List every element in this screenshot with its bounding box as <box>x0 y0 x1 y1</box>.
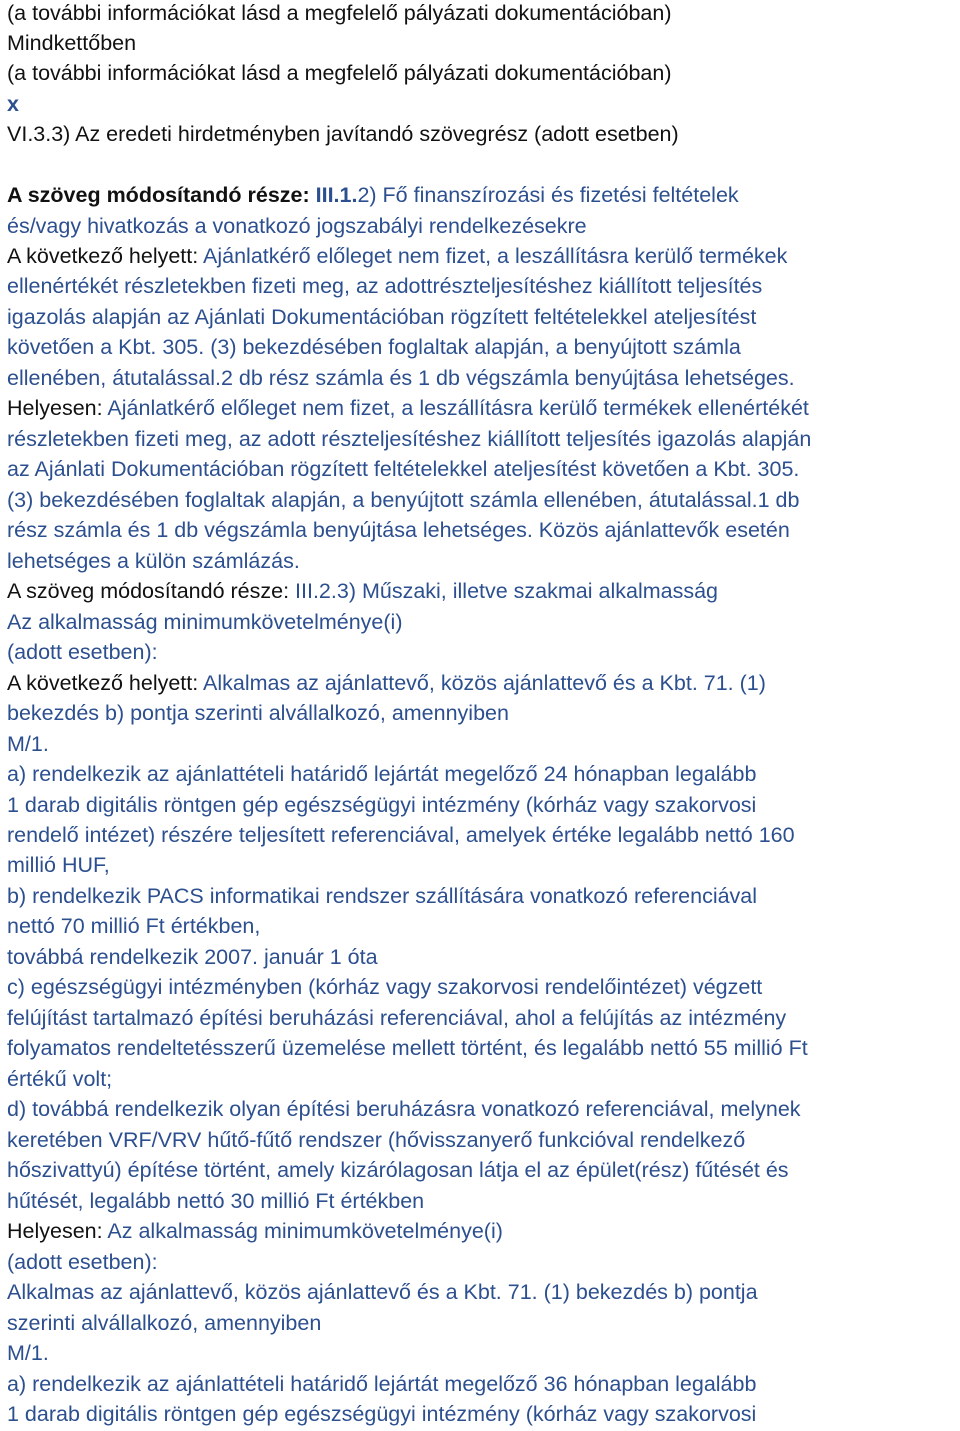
text-line <box>7 1066 112 1092</box>
text-segment: d) továbbá rendelkezik olyan építési beruházásra vonatkozó referenciával, melynek <box>7 1097 801 1121</box>
text-segment: (adott esetben): <box>7 640 158 664</box>
text-line <box>7 1127 745 1153</box>
text-line <box>7 487 799 513</box>
text-line <box>7 548 300 574</box>
text-line <box>7 1249 158 1275</box>
text-segment: A szöveg módosítandó része: <box>7 183 316 207</box>
text-segment: továbbá rendelkezik 2007. január 1 óta <box>7 945 378 969</box>
text-segment: keretében VRF/VRV hűtő-fűtő rendszer (hővisszanyerő funkcióval rendelkező <box>7 1128 746 1152</box>
text-segment: Ajánlatkérő előleget nem fizet, a leszállításra kerülő termékek <box>203 244 788 268</box>
text-segment: Az alkalmasság minimumkövetelménye(i) <box>7 610 403 634</box>
text-segment: millió HUF, <box>7 853 110 877</box>
text-line <box>7 273 762 299</box>
text-segment: a) rendelkezik az ajánlattételi határidő lejártát megelőző 24 hónapban legalább <box>7 762 757 786</box>
text-line <box>7 395 809 421</box>
text-segment: (3) bekezdésében foglaltak alapján, a benyújtott számla ellenében, átutalással.1 db <box>7 488 800 512</box>
text-line <box>7 1279 758 1305</box>
text-line <box>7 1005 786 1031</box>
text-segment: (3) bekezdésében foglaltak alapján, a benyújtott számla <box>204 335 741 359</box>
text-segment: A szöveg módosítandó része: <box>7 579 296 603</box>
text-line <box>7 1218 503 1244</box>
text-line <box>7 792 756 818</box>
text-segment: bekezdés b) pontja szerinti alvállalkozó, amennyiben <box>7 701 509 725</box>
text-segment: lehetséges a külön számlázás. <box>7 549 300 573</box>
text-segment: Helyesen: <box>7 396 108 420</box>
text-line <box>7 1401 756 1427</box>
text-line <box>7 1035 808 1061</box>
text-line <box>7 944 378 970</box>
text-line <box>7 365 795 391</box>
text-line <box>7 456 799 482</box>
text-segment: c) egészségügyi intézményben (kórház vagy szakorvosi rendelőintézet) végzett <box>7 975 763 999</box>
text-line <box>7 243 787 269</box>
text-segment: A következő helyett: <box>7 671 204 695</box>
text-line <box>7 883 757 909</box>
text-segment: szerinti alvállalkozó, amennyiben <box>7 1311 322 1335</box>
text-segment: III.1. <box>315 183 358 207</box>
text-line <box>7 426 811 452</box>
text-segment: az Ajánlati Dokumentációban rögzített feltételekkel ateljesítést követően a Kbt. 305. <box>7 457 800 481</box>
text-line <box>7 761 756 787</box>
text-line <box>7 822 795 848</box>
text-segment: M/1. <box>7 732 49 756</box>
text-segment: felújítást tartalmazó építési beruházási referenciával, ahol a felújítás az intézmény <box>7 1006 787 1030</box>
text-line <box>7 700 509 726</box>
text-segment: (1) bekezdés b) pontja <box>537 1280 758 1304</box>
text-segment: (1) <box>733 671 766 695</box>
text-line <box>7 670 766 696</box>
text-segment: igazolás alapján az Ajánlati Dokumentációban rögzített feltételekkel ateljesítést <box>7 305 757 329</box>
text-segment: Helyesen: <box>7 1219 108 1243</box>
text-segment: és/vagy hivatkozás a vonatkozó jogszabályi rendelkezésekre <box>7 214 587 238</box>
text-segment: ellenértékét részletekben fizeti meg, az adottrészteljesítéshez kiállított teljesítés <box>7 274 763 298</box>
text-line <box>7 1157 789 1183</box>
text-line <box>7 213 587 239</box>
text-line <box>7 334 741 360</box>
text-segment: rendelő intézet) részére teljesített referenciával, amelyek értéke legalább nettó 160 <box>7 823 795 847</box>
text-line <box>7 121 679 147</box>
text-line <box>7 60 671 86</box>
text-segment: Alkalmas az ajánlattevő, közös ajánlattevő és a Kbt. 71. <box>203 671 734 695</box>
text-line <box>7 1096 801 1122</box>
text-line <box>7 0 671 26</box>
text-segment: Alkalmas az ajánlattevő, közös ajánlattevő és a Kbt. 71. <box>7 1280 538 1304</box>
text-segment: nettó 70 millió Ft értékben, <box>7 914 261 938</box>
text-line <box>7 1310 321 1336</box>
text-segment: (adott esetben): <box>7 1250 158 1274</box>
text-segment: 1 darab digitális röntgen gép egészségügyi intézmény (kórház vagy szakorvosi <box>7 793 757 817</box>
text-line <box>7 304 756 330</box>
text-line <box>7 91 19 117</box>
text-segment: Az alkalmasság minimumkövetelménye(i) <box>107 1219 503 1243</box>
text-line <box>7 517 790 543</box>
text-segment: M/1. <box>7 1341 49 1365</box>
text-segment: Mindkettőben <box>7 31 137 55</box>
text-line <box>7 182 739 208</box>
text-segment: III.2.3) Műszaki, illetve szakmai alkalmasság <box>295 579 719 603</box>
text-segment: részletekben fizeti meg, az adott részteljesítéshez kiállított teljesítés igazolás alapján <box>7 427 812 451</box>
text-line <box>7 30 136 56</box>
text-segment: Ajánlatkérő előleget nem fizet, a leszállításra kerülő termékek ellenértékét <box>107 396 809 420</box>
text-segment: x <box>7 92 19 116</box>
text-segment: követően a Kbt. 305. <box>7 335 205 359</box>
text-line <box>7 731 49 757</box>
text-segment: folyamatos rendeltetésszerű üzemelése mellett történt, és legalább nettó 55 millió Ft <box>7 1036 808 1060</box>
text-line <box>7 974 762 1000</box>
text-segment: a) rendelkezik az ajánlattételi határidő lejártát megelőző 36 hónapban legalább <box>7 1372 757 1396</box>
text-line <box>7 1371 756 1397</box>
text-segment: VI.3.3) Az eredeti hirdetményben javítandó szövegrész (adott esetben) <box>7 122 679 146</box>
text-segment: rész számla és 1 db végszámla benyújtása lehetséges. Közös ajánlattevők esetén <box>7 518 790 542</box>
text-segment: b) rendelkezik PACS informatikai rendszer szállítására vonatkozó referenciával <box>7 884 758 908</box>
text-segment: A következő helyett: <box>7 244 204 268</box>
text-line <box>7 913 260 939</box>
text-line <box>7 1340 49 1366</box>
text-segment: ellenében, átutalással.2 db rész számla és 1 db végszámla benyújtása lehetséges. <box>7 366 795 390</box>
text-segment: (a további információkat lásd a megfelelő pályázati dokumentációban) <box>7 61 672 85</box>
text-segment: értékű volt; <box>7 1067 113 1091</box>
text-line <box>7 639 158 665</box>
text-line <box>7 1188 424 1214</box>
text-segment: 1 darab digitális röntgen gép egészségügyi intézmény (kórház vagy szakorvosi <box>7 1402 757 1426</box>
text-line <box>7 852 110 878</box>
text-segment: 2) Fő finanszírozási és fizetési feltételek <box>357 183 739 207</box>
text-segment: hőszivattyú) építése történt, amely kizárólagosan látja el az épület(rész) fűtését és <box>7 1158 789 1182</box>
text-line <box>7 578 718 604</box>
text-segment: (a további információkat lásd a megfelelő pályázati dokumentációban) <box>7 1 672 25</box>
text-line <box>7 609 402 635</box>
text-segment: hűtését, legalább nettó 30 millió Ft értékben <box>7 1189 425 1213</box>
